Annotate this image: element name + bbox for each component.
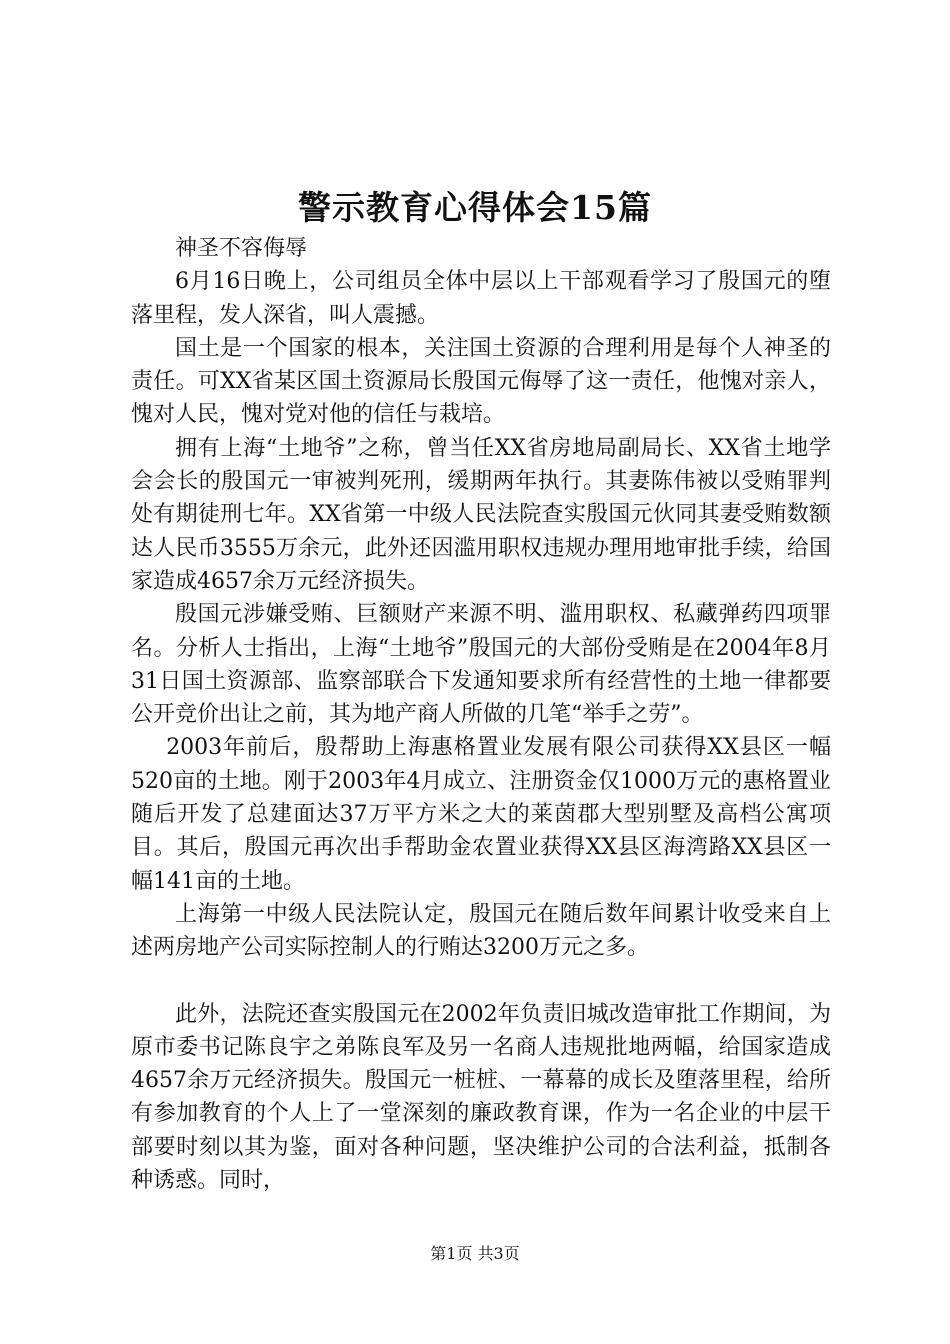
- paragraph: 6月16日晚上，公司组员全体中层以上干部观看学习了殷国元的堕落里程，发人深省，叫人震撼。: [131, 269, 831, 328]
- paragraph: 上海第一中级人民法院认定，殷国元在随后数年间累计收受来自上述两房地产公司实际控制人的行贿达3200万元之多。: [131, 901, 831, 961]
- paragraph: 此外，法院还查实殷国元在2002年负责旧城改造审批工作期间，为原市委书记陈良宇之弟陈良军及另一名商人违规批地两幅，给国家造成4657余万元经济损失。殷国元一桩桩、一幕幕的成长及堕落里程，给所有参加教育的个人上了一堂深刻的廉政教育课，作为一名企业的中层干部要时刻以其为鉴，面对各种问题，坚决维护公司的合法利益，抵制各种诱惑。同时，: [131, 1001, 831, 1194]
- paragraph: 拥有上海“土地爷”之称，曾当任XX省房地局副局长、XX省土地学会会长的殷国元一审被判死刑，缓期两年执行。其妻陈伟被以受贿罪判处有期徒刑七年。XX省第一中级人民法院查实殷国元伙同其妻受贿数额达人民币3555万余元，此外还因滥用职权违规办理用地审批手续，给国家造成4657余万元经济损失。: [131, 435, 831, 594]
- document-body: [131, 232, 831, 1197]
- paragraph: 2003年前后，殷帮助上海惠格置业发展有限公司获得XX县区一幅520亩的土地。刚于2003年4月成立、注册资金仅1000万元的惠格置业随后开发了总建面达37万平方米之大的莱茵郡大型别墅及高档公寓项目。其后，殷国元再次出手帮助金农置业获得XX县区海湾路XX县区一幅141亩的土地。: [131, 735, 831, 894]
- paragraph-subtitle: 神圣不容侮辱: [175, 236, 308, 261]
- page-footer: 第1页 共3页: [430, 1244, 520, 1263]
- paragraph: 殷国元涉嫌受贿、巨额财产来源不明、滥用职权、私藏弹药四项罪名。分析人士指出，上海“土地爷”殷国元的大部份受贿是在2004年8月31日国土资源部、监察部联合下发通知要求所有经营性的土地一律都要公开竞价出让之前，其为地产商人所做的几笔“举手之劳”。: [131, 602, 831, 728]
- document-title: 警示教育心得体会15篇: [298, 188, 652, 227]
- paragraph: 国土是一个国家的根本，关注国土资源的合理利用是每个人神圣的责任。可XX省某区国土资源局长殷国元侮辱了这一责任，他愧对亲人，愧对人民，愧对党对他的信任与栽培。: [131, 335, 831, 428]
